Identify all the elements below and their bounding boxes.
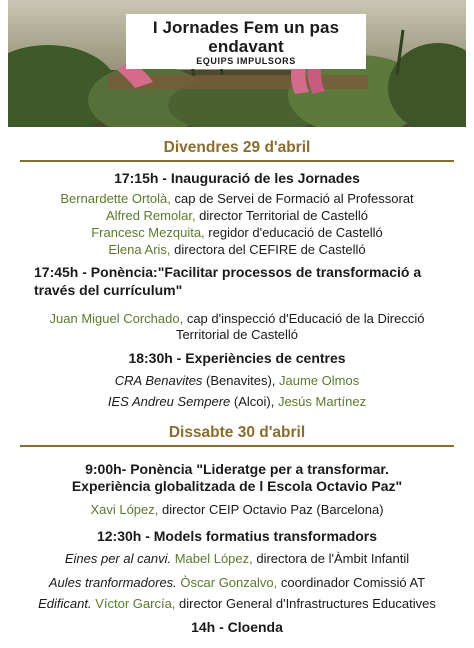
speaker-role: cap d'inspecció d'Educació de la Direcció [183, 311, 425, 326]
divider [20, 445, 454, 447]
session-heading-cont: Experiència globalitzada de l Escola Octavio Paz" [71, 478, 403, 494]
experience-row [0, 373, 474, 389]
day2-label: Dissabte 30 d'abril [168, 424, 306, 441]
speaker-role: directora del CEFIRE de Castelló [170, 242, 366, 257]
speaker-name: Bernardette Ortolà, [60, 191, 171, 206]
school-name: IES Andreu Sempere [107, 394, 231, 409]
speaker-name: Jesús Martínez [277, 394, 367, 409]
session-heading-cont: través del currículum" [34, 282, 183, 298]
day1-label: Divendres 29 d'abril [163, 139, 311, 156]
speaker-name: Jaume Olmos [279, 373, 360, 388]
speaker-line [0, 191, 474, 207]
speaker-name: Elena Aris, [108, 242, 171, 257]
session-heading: 17:45h - Ponència:"Facilitar processos de transformació a [34, 264, 422, 280]
school-name: CRA Benavites [114, 373, 203, 388]
speaker-name: Xavi López, [90, 502, 159, 517]
model-row [0, 551, 474, 567]
speaker-line [0, 242, 474, 258]
speaker-name: Òscar Gonzalvo, [176, 575, 278, 590]
speaker-line [0, 208, 474, 224]
session-heading: 12:30h - Models formatius transformadors [96, 528, 378, 544]
speaker-line [0, 502, 474, 518]
divider [20, 160, 454, 162]
session-heading: 14h - Cloenda [191, 619, 283, 635]
speaker-name: Francesc Mezquita, [91, 225, 205, 240]
model-row [0, 575, 474, 591]
speaker-role-cont: Territorial de Castelló [175, 327, 299, 342]
speaker-role: directora de l'Àmbit Infantil [252, 551, 410, 566]
speaker-name: Juan Miguel Corchado, [49, 311, 184, 326]
speaker-line [0, 311, 474, 327]
school-place: (Benavites), [202, 373, 280, 388]
model-title: Edificant. [38, 596, 92, 611]
experience-row [0, 394, 474, 410]
model-row [0, 596, 474, 612]
session-heading: 17:15h - Inauguració de les Jornades [114, 170, 360, 186]
page-title: I Jornades Fem un pas endavant [152, 18, 340, 56]
model-title: Eines per al canvi. [64, 551, 172, 566]
speaker-line [0, 225, 474, 241]
speaker-role: coordinador Comissió AT [277, 575, 426, 590]
session-heading: 9:00h- Ponència "Lideratge per a transformar. [85, 461, 389, 477]
header-title-box [126, 14, 366, 69]
page-subtitle: EQUIPS IMPULSORS [196, 56, 296, 66]
school-place: (Alcoi), [230, 394, 278, 409]
speaker-role: director Territorial de Castelló [195, 208, 369, 223]
header-photo [8, 0, 466, 127]
speaker-name: Alfred Remolar, [105, 208, 196, 223]
speaker-name: Víctor García, [91, 596, 176, 611]
speaker-role: regidor d'educació de Castelló [204, 225, 383, 240]
speaker-name: Mabel López, [171, 551, 253, 566]
model-title: Aules tranformadores. [48, 575, 177, 590]
speaker-role: director CEIP Octavio Paz (Barcelona) [158, 502, 384, 517]
session-heading: 18:30h - Experiències de centres [128, 350, 346, 366]
speaker-role: cap de Servei de Formació al Professorat [170, 191, 414, 206]
speaker-role: director General d'Infrastructures Educatives [175, 596, 436, 611]
